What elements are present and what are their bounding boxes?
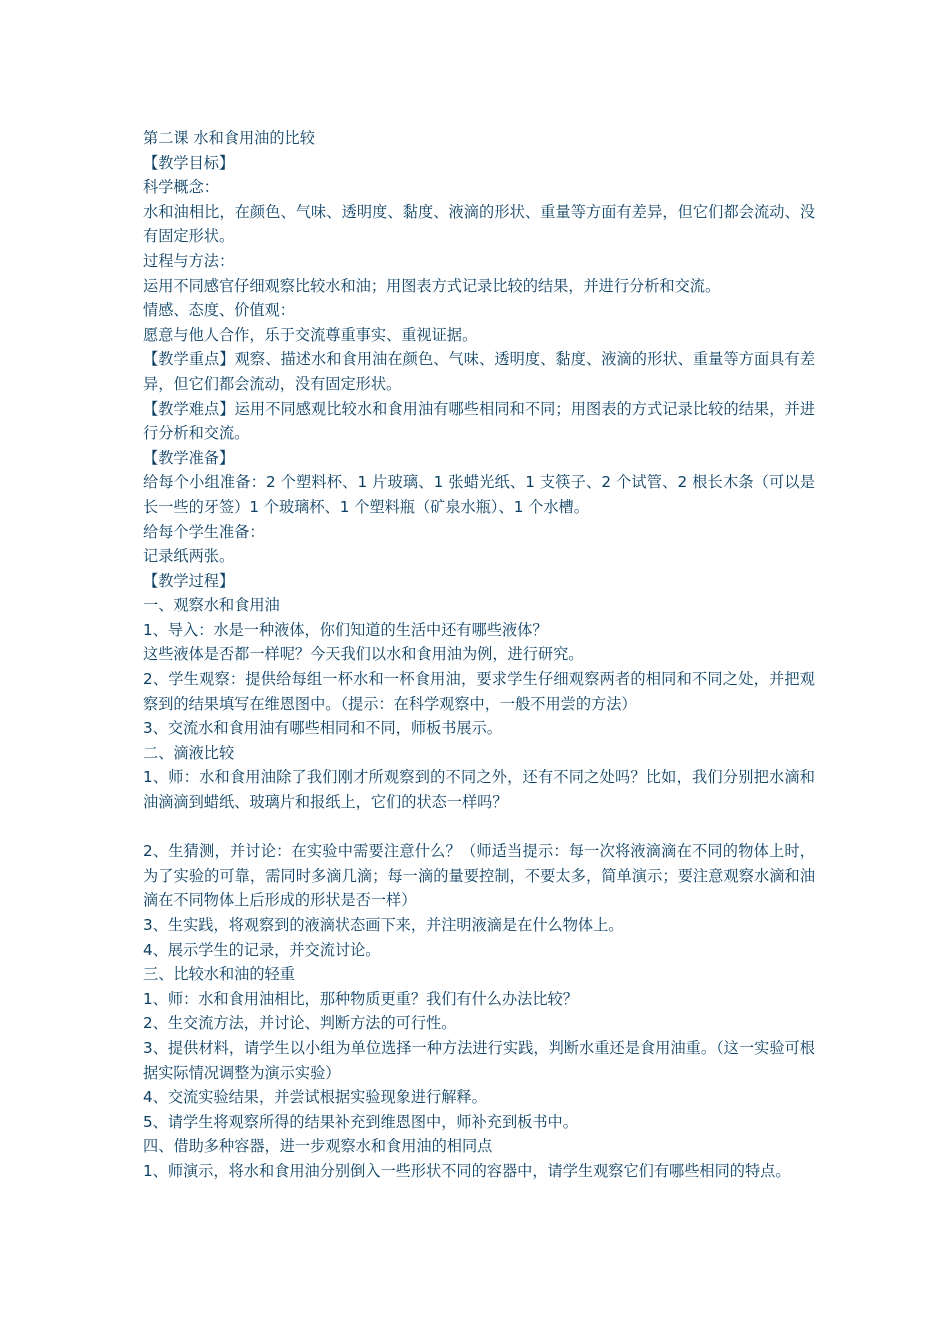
part-heading-observe: 一、观察水和食用油 [143,596,280,615]
section-heading-preparation: 【教学准备】 [143,448,235,467]
subheading-student-materials: 给每个学生准备： [143,522,265,541]
step-weight-venn: 5、请学生将观察所得的结果补充到维恩图中，师补充到板书中。 [143,1112,578,1131]
step-exchange: 3、交流水和食用油有哪些相同和不同，师板书展示。 [143,719,502,738]
step-intro: 1、导入：水是一种液体，你们知道的生活中还有哪些液体？ [143,620,548,639]
part-heading-containers: 四、借助多种容器，进一步观察水和食用油的相同点 [143,1137,493,1156]
paragraph-record-sheets: 记录纸两张。 [143,547,235,566]
step-display: 4、展示学生的记录，并交流讨论。 [143,940,381,959]
step-student-observe: 2、学生观察：提供给每组一杯水和一杯食用油，要求学生仔细观察两者的相同和不同之处，并把观察到的结果填写在维恩图中。（提示：在科学观察中，一般不用尝的方法） [143,670,815,713]
section-heading-objectives: 【教学目标】 [143,153,235,172]
step-intro-continued: 这些液体是否都一样呢？今天我们以水和食用油为例，进行研究。 [143,645,584,664]
subheading-attitudes: 情感、态度、价值观： [143,301,295,320]
step-weight-question: 1、师：水和食用油相比，那种物质更重？我们有什么办法比较？ [143,989,578,1008]
lesson-title: 第二课 水和食用油的比较 [143,129,315,147]
subheading-process-methods: 过程与方法： [143,251,235,270]
subheading-science-concepts: 科学概念： [143,178,219,197]
section-heading-process: 【教学过程】 [143,571,235,590]
paragraph-key-points: 【教学重点】观察、描述水和食用油在颜色、气味、透明度、黏度、液滴的形状、重量等方面具有差异，但它们都会流动，没有固定形状。 [143,350,815,393]
step-containers-demo: 1、师演示，将水和食用油分别倒入一些形状不同的容器中，请学生观察它们有哪些相同的特点。 [143,1161,791,1180]
part-heading-weight: 三、比较水和油的轻重 [143,965,295,984]
part-heading-drops: 二、滴液比较 [143,743,235,762]
step-teacher-drops: 1、师：水和食用油除了我们刚才所观察到的不同之外，还有不同之处吗？比如，我们分别把水滴和油滴滴到蜡纸、玻璃片和报纸上，它们的状态一样吗？ [143,768,815,812]
step-guess-discuss: 2、生猜测，并讨论：在实验中需要注意什么？（师适当提示：每一次将液滴滴在不同的物体上时，为了实验的可靠，需同时多滴几滴；每一滴的量要控制，不要太多，简单演示；要注意观察水滴和油滴在不同物体上后形成的形状是否一样） [143,842,815,910]
paragraph-difficulties: 【教学难点】运用不同感观比较水和食用油有哪些相同和不同；用图表的方式记录比较的结果，并进行分析和交流。 [143,399,815,443]
paragraph-group-materials: 给每个小组准备：2 个塑料杯、1 片玻璃、1 张蜡光纸、1 支筷子、2 个试管、2 根长木条（可以是长一些的牙签）1 个玻璃杯、1 个塑料瓶（矿泉水瓶）、1 个水槽。 [143,473,815,516]
step-weight-methods: 2、生交流方法，并讨论、判断方法的可行性。 [143,1014,457,1033]
step-practice: 3、生实践，将观察到的液滴状态画下来，并注明液滴是在什么物体上。 [143,916,624,934]
step-weight-materials: 3、提供材料，请学生以小组为单位选择一种方法进行实践，判断水重还是食用油重。（这一实验可根据实际情况调整为演示实验） [143,1038,815,1082]
step-weight-results: 4、交流实验结果，并尝试根据实验现象进行解释。 [143,1088,487,1107]
paragraph-attitudes: 愿意与他人合作，乐于交流尊重事实、重视证据。 [143,325,478,344]
blank-line [143,815,815,840]
document-page [143,126,815,1184]
paragraph-process-methods: 运用不同感官仔细观察比较水和油；用图表方式记录比较的结果，并进行分析和交流。 [143,276,721,295]
paragraph-science-concepts: 水和油相比，在颜色、气味、透明度、黏度、液滴的形状、重量等方面有差异，但它们都会流动、没有固定形状。 [143,202,815,246]
